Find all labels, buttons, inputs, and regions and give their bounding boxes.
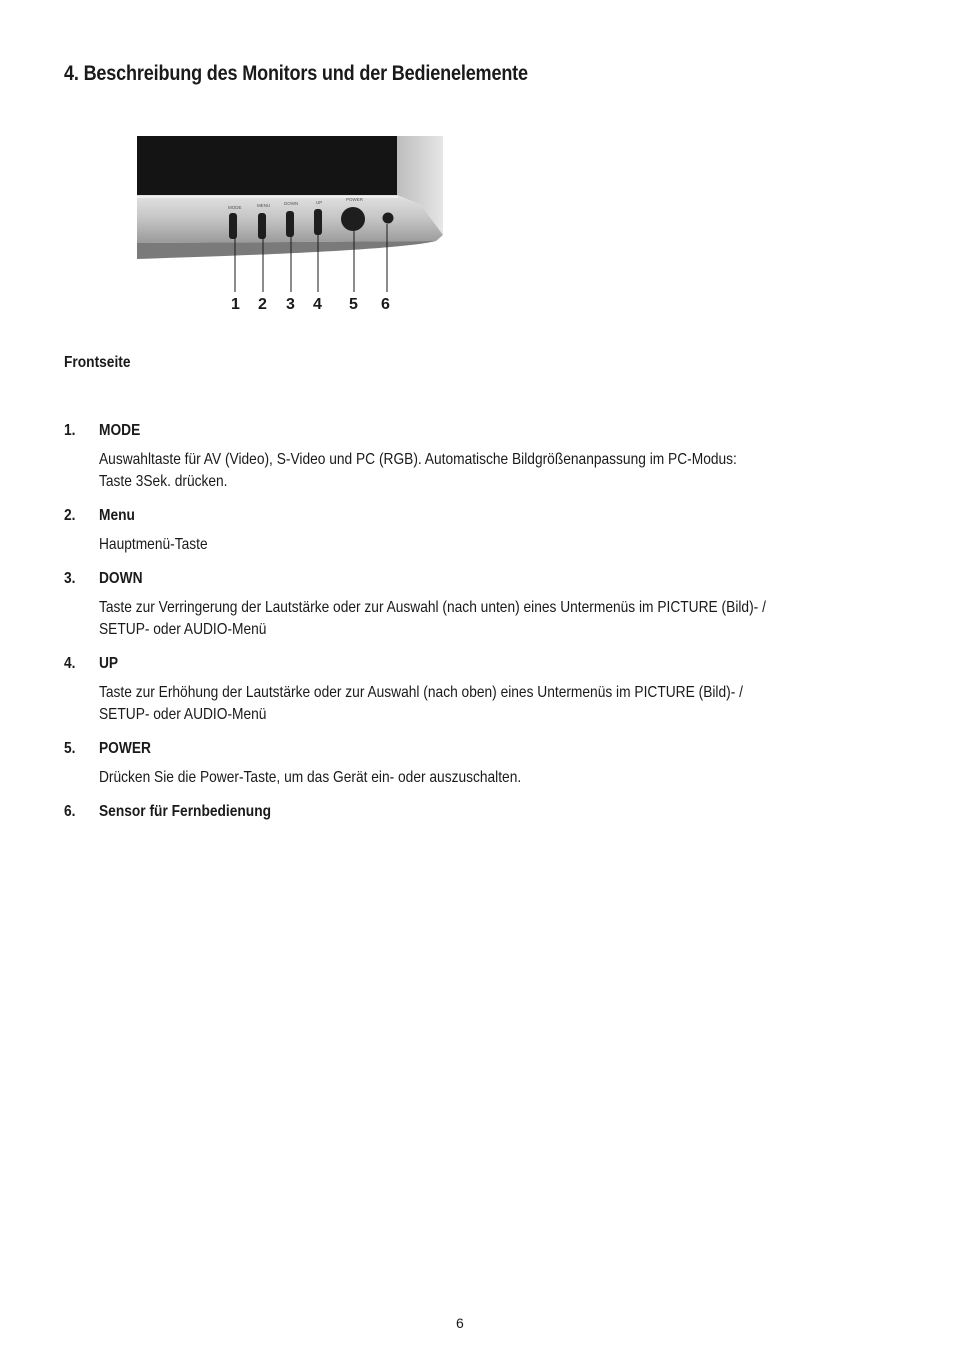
page-heading [64,62,603,86]
item-number-6-text: 6. [64,803,76,820]
item-title-menu [99,507,141,525]
item-number-6 [64,803,77,821]
item-description-line: SETUP- oder AUDIO-Menü [99,706,267,723]
figure-label [64,354,141,372]
item-description-line: Hauptmenü-Taste [99,536,208,553]
item-number-2 [64,507,77,525]
button-label-down: DOWN [284,201,299,206]
figure-label-text: Frontseite [64,354,131,371]
item-number-3 [64,570,77,588]
item-title-down-text: DOWN [99,570,143,587]
item-description-menu [99,534,225,556]
remote-sensor-shape [383,213,394,224]
item-number-1 [64,422,77,440]
button-label-mode: MODE [228,205,242,210]
item-title-sensor-text: Sensor für Fernbedienung [99,803,272,820]
item-number-4 [64,655,77,673]
item-description-down [99,597,874,641]
page-heading-text: 4. Beschreibung des Monitors und der Bedienelemente [64,62,528,85]
item-title-sensor [99,803,299,821]
item-number-5-text: 5. [64,740,76,757]
button-label-menu: MENU [257,203,271,208]
callout-1: 1 [231,296,240,313]
menu-button-shape [258,213,266,239]
item-number-4-text: 4. [64,655,76,672]
item-title-mode-text: MODE [99,422,141,439]
item-description-line: Drücken Sie die Power-Taste, um das Gerät ein- oder auszuschalten. [99,769,522,786]
item-title-menu-text: Menu [99,507,135,524]
callout-5: 5 [349,296,358,313]
item-title-down [99,570,150,588]
item-description-line: SETUP- oder AUDIO-Menü [99,621,267,638]
item-description-line: Taste 3Sek. drücken. [99,473,228,490]
item-description-line: Taste zur Erhöhung der Lautstärke oder zur Auswahl (nach oben) eines Untermenüs im PICTURE (Bild)- / [99,684,743,701]
up-button-shape [314,209,322,235]
button-label-power: POWER [346,197,364,202]
item-description-mode [99,449,841,493]
item-number-5 [64,740,77,758]
item-title-up [99,655,121,673]
item-number-3-text: 3. [64,570,76,587]
button-label-up: UP [316,200,323,205]
item-title-power-text: POWER [99,740,151,757]
item-description-line: Taste zur Verringerung der Lautstärke oder zur Auswahl (nach unten) eines Untermenüs im PICTURE (Bild)- / [99,599,766,616]
page-number: 6 [456,1315,464,1331]
item-title-power [99,740,159,758]
monitor-figure [136,135,446,325]
callout-4: 4 [313,296,322,313]
item-description-up [99,682,848,726]
item-number-2-text: 2. [64,507,76,524]
callout-2: 2 [258,296,267,313]
power-button-shape [341,207,365,231]
item-number-1-text: 1. [64,422,76,439]
item-title-up-text: UP [99,655,119,672]
monitor-front-illustration [136,135,446,325]
callout-6: 6 [381,296,390,313]
item-description-line: Auswahltaste für AV (Video), S-Video und PC (RGB). Automatische Bildgrößenanpassung im PC-Modus: [99,451,737,468]
item-title-mode [99,422,147,440]
mode-button-shape [229,213,237,239]
callout-3: 3 [286,296,295,313]
monitor-screen [137,136,397,195]
monitor-chin [137,241,436,259]
down-button-shape [286,211,294,237]
item-description-power [99,767,590,789]
